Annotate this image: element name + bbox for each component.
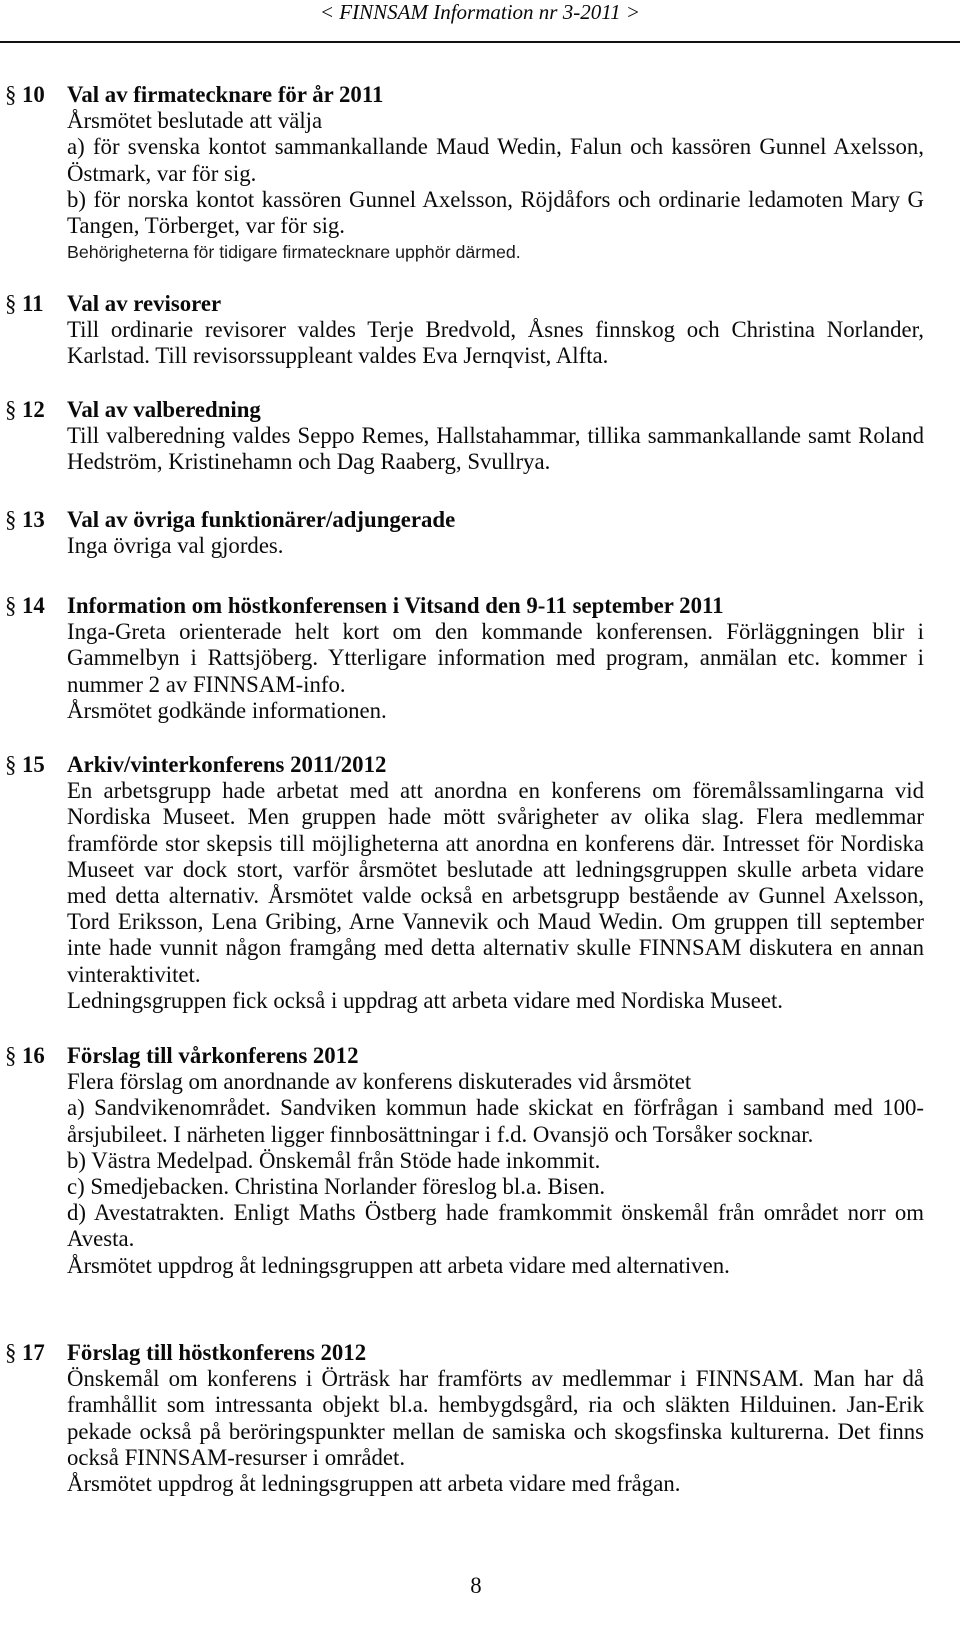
section-heading xyxy=(5,593,924,619)
text-line: inte hade vunnit någon framgång med detta alternativ skulle FINNSAM diskutera en annan xyxy=(67,935,924,961)
text-line: Östmark, var för sig. xyxy=(67,160,257,186)
paragraph xyxy=(67,134,924,186)
text-line: Tord Eriksson, Lena Gribing, Arne Vannevik och Maud Wedin. Om gruppen till september xyxy=(67,909,924,935)
text-line: Inga övriga val gjordes. xyxy=(67,533,284,559)
paragraph xyxy=(67,1095,924,1147)
text-line: Museet var dock stort, varför årsmötet beslutade att ledningsgruppen skulle arbeta vidare xyxy=(67,856,924,882)
text-line: Önskemål om konferens i Örträsk har framförts av medlemmar i FINNSAM. Man har då xyxy=(67,1366,924,1392)
section-title: Val av valberedning xyxy=(67,397,261,422)
section-heading xyxy=(5,752,924,778)
section-11 xyxy=(5,291,924,370)
section-14 xyxy=(5,593,924,724)
text-line: Tangen, Törberget, var för sig. xyxy=(67,212,346,238)
text-line: också FINNSAM-resurser i området. xyxy=(67,1444,406,1470)
section-heading xyxy=(5,507,924,533)
section-symbol: § xyxy=(5,1340,17,1365)
running-header: < FINNSAM Information nr 3-2011 > xyxy=(319,0,641,24)
section-13 xyxy=(5,507,924,559)
text-line: Till ordinarie revisorer valdes Terje Bredvold, Åsnes finnskog och Christina Norlander, xyxy=(67,317,924,343)
text-line: Ledningsgruppen fick också i uppdrag att arbeta vidare med Nordiska Museet. xyxy=(67,987,783,1013)
text-line: Behörigheterna för tidigare firmatecknare upphör därmed. xyxy=(67,242,521,263)
section-heading xyxy=(5,82,924,108)
section-title: Arkiv/vinterkonferens 2011/2012 xyxy=(67,752,387,777)
text-line: nummer 2 av FINNSAM-info. xyxy=(67,671,346,697)
section-title: Förslag till vårkonferens 2012 xyxy=(67,1043,359,1068)
section-title: Val av övriga funktionärer/adjungerade xyxy=(67,507,456,532)
section-number: 14 xyxy=(22,593,45,618)
section-number: 11 xyxy=(22,291,44,316)
section-heading xyxy=(5,291,924,317)
text-line: framhållit som intressanta objekt bl.a. hembygdsgård, ria och släkten Hilduinen. Jan-Erik xyxy=(67,1392,924,1418)
text-line: årsjubileet. I närheten ligger finnbosättningar i f.d. Ovansjö och Torsåker socknar. xyxy=(67,1121,814,1147)
section-symbol: § xyxy=(5,1043,17,1068)
paragraph xyxy=(67,1174,924,1200)
section-number: 15 xyxy=(22,752,45,777)
text-line: a) för svenska kontot sammankallande Maud Wedin, Falun och kassören Gunnel Axelsson, xyxy=(67,134,924,160)
section-title: Val av firmatecknare för år 2011 xyxy=(67,82,384,107)
text-line: Avesta. xyxy=(67,1226,135,1252)
text-line: En arbetsgrupp hade arbetat med att anordna en konferens om föremålssamlingarna vid xyxy=(67,778,924,804)
section-symbol: § xyxy=(5,397,17,422)
section-number: 16 xyxy=(22,1043,45,1068)
section-symbol: § xyxy=(5,752,17,777)
text-line: d) Avestatrakten. Enligt Maths Östberg hade framkommit önskemål från området norr om xyxy=(67,1200,924,1226)
paragraph xyxy=(67,187,924,239)
section-number: 17 xyxy=(22,1340,45,1365)
paragraph xyxy=(67,533,924,559)
text-line: b) för norska kontot kassören Gunnel Axelsson, Röjdåfors och ordinarie ledamoten Mary G xyxy=(67,186,924,212)
header-rule xyxy=(0,41,960,43)
paragraph xyxy=(67,108,924,134)
paragraph xyxy=(67,1200,924,1252)
section-heading xyxy=(5,1340,924,1366)
paragraph xyxy=(67,1471,924,1497)
text-line: c) Smedjebacken. Christina Norlander föreslog bl.a. Bisen. xyxy=(67,1173,606,1199)
section-15 xyxy=(5,752,924,1014)
section-symbol: § xyxy=(5,291,17,316)
section-16 xyxy=(5,1043,924,1279)
paragraph xyxy=(67,423,924,475)
section-title: Val av revisorer xyxy=(67,291,222,316)
section-symbol: § xyxy=(5,593,17,618)
text-line: a) Sandvikenområdet. Sandviken kommun hade skickat en förfrågan i samband med 100- xyxy=(67,1095,924,1121)
text-line: med detta alternativ. Årsmötet valde också en arbetsgrupp bestående av Gunnel Axelsson, xyxy=(67,882,924,908)
text-line: b) Västra Medelpad. Önskemål från Stöde hade inkommit. xyxy=(67,1147,601,1173)
text-line: Gammelbyn i Rattsjöberg. Ytterligare information med program, anmälan etc. kommer i xyxy=(67,645,924,671)
text-line: Hedström, Kristinehamn och Dag Raaberg, Svullrya. xyxy=(67,449,551,475)
page-number: 8 xyxy=(470,1573,482,1598)
paragraph xyxy=(67,988,924,1014)
section-12 xyxy=(5,397,924,476)
paragraph xyxy=(67,239,924,265)
text-line: Nordiska Museet. Men gruppen hade mött svårigheter av olika slag. Flera medlemmar xyxy=(67,804,924,830)
text-line: vinteraktivitet. xyxy=(67,961,201,987)
section-number: 10 xyxy=(22,82,45,107)
section-heading xyxy=(5,397,924,423)
paragraph xyxy=(67,698,924,724)
paragraph xyxy=(67,1069,924,1095)
text-line: Karlstad. Till revisorssuppleant valdes Eva Jernqvist, Alfta. xyxy=(67,343,609,369)
section-heading xyxy=(5,1043,924,1069)
section-number: 12 xyxy=(22,397,45,422)
section-number: 13 xyxy=(22,507,45,532)
section-symbol: § xyxy=(5,82,17,107)
paragraph xyxy=(67,778,924,988)
text-line: Årsmötet beslutade att välja xyxy=(67,108,323,134)
text-line: Årsmötet godkände informationen. xyxy=(67,697,387,723)
text-line: Årsmötet uppdrog åt ledningsgruppen att arbeta vidare med frågan. xyxy=(67,1470,681,1496)
text-line: Inga-Greta orienterade helt kort om den kommande konferensen. Förläggningen blir i xyxy=(67,619,924,645)
paragraph xyxy=(67,1148,924,1174)
section-title: Förslag till höstkonferens 2012 xyxy=(67,1340,367,1365)
section-symbol: § xyxy=(5,507,17,532)
section-10 xyxy=(5,82,924,265)
paragraph xyxy=(67,1253,924,1279)
section-17 xyxy=(5,1340,924,1497)
paragraph xyxy=(67,1366,924,1471)
text-line: framförde stor skepsis till möjligheterna att anordna en konferens där. Intresset för Nordiska xyxy=(67,830,924,856)
text-line: Flera förslag om anordnande av konferens diskuterades vid årsmötet xyxy=(67,1069,692,1095)
paragraph xyxy=(67,619,924,698)
section-title: Information om höstkonferensen i Vitsand den 9-11 september 2011 xyxy=(67,593,724,618)
text-line: Årsmötet uppdrog åt ledningsgruppen att arbeta vidare med alternativen. xyxy=(67,1252,730,1278)
text-line: pekade också på beröringspunkter mellan de samiska och skogsfinska kulturerna. Det finns xyxy=(67,1418,924,1444)
text-line: Till valberedning valdes Seppo Remes, Hallstahammar, tillika sammankallande samt Roland xyxy=(67,423,924,449)
paragraph xyxy=(67,317,924,369)
